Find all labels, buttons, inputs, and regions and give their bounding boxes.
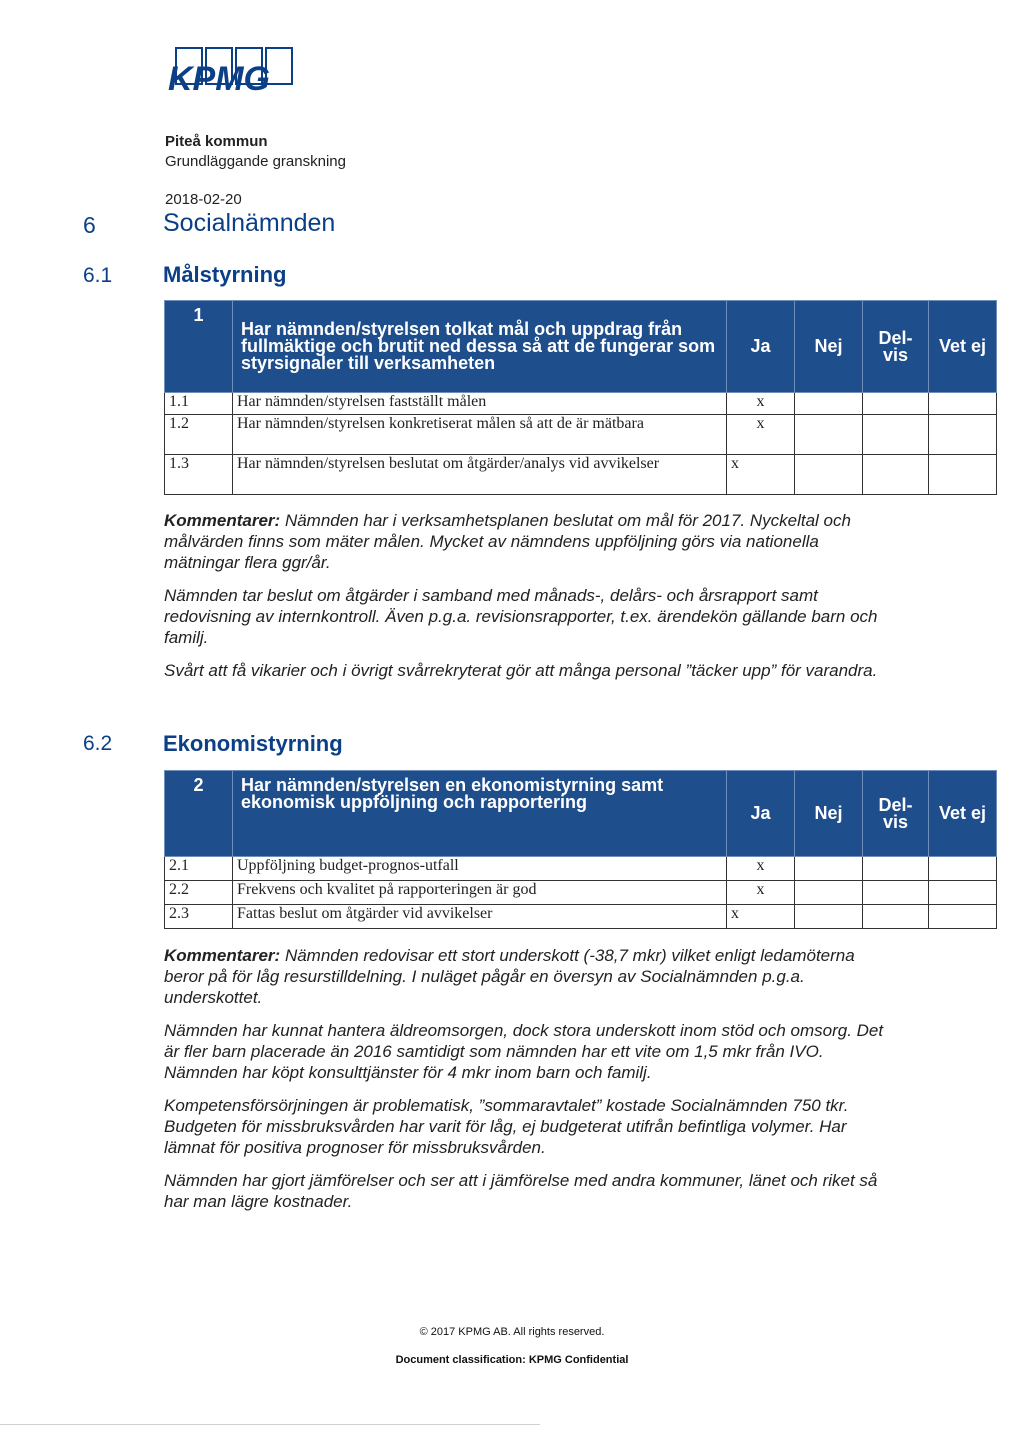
row-number: 1.3	[165, 455, 233, 495]
row-number: 2.2	[165, 881, 233, 905]
table-row	[165, 857, 997, 881]
answer-nej	[795, 905, 863, 929]
answer-delvis	[863, 393, 929, 415]
row-text: Fattas beslut om åtgärder vid avvikelser	[233, 905, 727, 929]
logo-text: KPMG	[168, 60, 270, 98]
answer-ja: x	[727, 455, 795, 495]
row-text: Uppföljning budget-prognos-utfall	[233, 857, 727, 881]
answer-nej	[795, 881, 863, 905]
table-header-row	[165, 771, 997, 857]
table-row	[165, 905, 997, 929]
column-ja: Ja	[727, 771, 795, 857]
question-number: 2	[165, 771, 233, 857]
question-number: 1	[165, 301, 233, 393]
column-vet-ej: Vet ej	[929, 771, 997, 857]
answer-delvis	[863, 881, 929, 905]
comment-paragraph: Kompetensförsörjningen är problematisk, ”sommaravtalet” kostade Socialnämnden 750 tkr. Budgeten för missbruksvården har varit för låg, ej budgeterat utifrån befintliga volymer. Har lämnat för positiva prognoser för missbruksvården.	[164, 1096, 849, 1157]
table-row	[165, 455, 997, 495]
chapter-title: Socialnämnden	[163, 209, 336, 237]
answer-ja: x	[727, 857, 795, 881]
table-header-row	[165, 301, 997, 393]
row-number: 1.1	[165, 393, 233, 415]
comment-text: Nämnden har i verksamhetsplanen beslutat om mål för 2017. Nyckeltal och målvärden finns som mäter målen. Mycket av nämndens uppföljning görs via nationella mätningar flera ggr/år.	[164, 511, 851, 572]
comment-paragraph: Nämnden har kunnat hantera äldreomsorgen, dock stora underskott inom stöd och omsorg. Det är fler barn placerade än 2016 samtidigt som nämnden har ett vite om 1,5 mkr från IVO. Nämnden har köpt konsulttjänster för 4 mkr inom barn och familj.	[164, 1021, 884, 1082]
comment-label: Kommentarer	[164, 511, 275, 530]
row-text: Frekvens och kvalitet på rapporteringen är god	[233, 881, 727, 905]
answer-vet-ej	[929, 881, 997, 905]
row-number: 2.1	[165, 857, 233, 881]
chapter-number: 6	[83, 212, 96, 238]
answer-nej	[795, 393, 863, 415]
evaluation-table	[164, 770, 997, 929]
answer-vet-ej	[929, 415, 997, 455]
answer-nej	[795, 415, 863, 455]
question-text: Har nämnden/styrelsen en ekonomistyrning samt ekonomisk uppföljning och rapportering	[233, 771, 727, 857]
page-edge-divider	[0, 1424, 540, 1425]
column-vet-ej: Vet ej	[929, 301, 997, 393]
kpmg-logo	[166, 46, 306, 106]
column-delvis: Del-vis	[863, 771, 929, 857]
section-title: Ekonomistyrning	[163, 731, 343, 756]
row-text: Har nämnden/styrelsen fastställt målen	[233, 393, 727, 415]
answer-delvis	[863, 415, 929, 455]
row-text: Har nämnden/styrelsen beslutat om åtgärder/analys vid avvikelser	[233, 455, 727, 495]
answer-delvis	[863, 905, 929, 929]
comment-paragraph: Svårt att få vikarier och i övrigt svårrekryterat gör att många personal ”täcker upp” för varandra.	[164, 661, 878, 680]
column-delvis: Del-vis	[863, 301, 929, 393]
answer-vet-ej	[929, 393, 997, 415]
column-nej: Nej	[795, 771, 863, 857]
answer-ja: x	[727, 393, 795, 415]
comment-paragraph: Kommentarer: Nämnden har i verksamhetsplanen beslutat om mål för 2017. Nyckeltal och målvärden finns som mäter målen. Mycket av nämndens uppföljning görs via nationella mätningar flera ggr/år.	[164, 511, 851, 572]
comment-paragraph: Nämnden tar beslut om åtgärder i samband med månads-, delårs- och årsrapport samt redovisning av internkontroll. Även p.g.a. revisionsrapporter, t.ex. ärendekön gällande barn och familj.	[164, 586, 878, 647]
evaluation-table	[164, 300, 997, 495]
comments-block	[164, 510, 894, 681]
table-row	[165, 881, 997, 905]
comments-block	[164, 945, 894, 1212]
section-number: 6.2	[83, 732, 113, 755]
comment-text: Nämnden redovisar ett stort underskott (-38,7 mkr) vilket enligt ledamöterna beror på för låg resurstilldelning. I nuläget pågår en översyn av Socialnämnden p.g.a. underskottet.	[164, 946, 855, 1007]
comment-paragraph: Nämnden har gjort jämförelser och ser att i jämförelse med andra kommuner, länet och riket så har man lägre kostnader.	[164, 1171, 878, 1211]
org-name: Piteå kommun	[165, 133, 268, 150]
answer-ja: x	[727, 881, 795, 905]
answer-vet-ej	[929, 905, 997, 929]
row-text: Har nämnden/styrelsen konkretiserat målen så att de är mätbara	[233, 415, 727, 455]
answer-nej	[795, 857, 863, 881]
answer-delvis	[863, 455, 929, 495]
table-row	[165, 393, 997, 415]
answer-vet-ej	[929, 455, 997, 495]
report-title: Grundläggande granskning	[165, 153, 346, 170]
column-ja: Ja	[727, 301, 795, 393]
report-date: 2018-02-20	[165, 191, 242, 208]
question-text: Har nämnden/styrelsen tolkat mål och uppdrag från fullmäktige och brutit ned dessa så att de fungerar som styrsignaler till verksamheten	[233, 301, 727, 393]
comment-paragraph: Kommentarer: Nämnden redovisar ett stort underskott (-38,7 mkr) vilket enligt ledamöterna beror på för låg resurstilldelning. I nuläget pågår en översyn av Socialnämnden p.g.a. underskottet.	[164, 946, 855, 1007]
answer-vet-ej	[929, 857, 997, 881]
answer-ja: x	[727, 905, 795, 929]
footer-classification: Document classification: KPMG Confidential	[395, 1354, 629, 1366]
answer-ja: x	[727, 415, 795, 455]
column-nej: Nej	[795, 301, 863, 393]
answer-nej	[795, 455, 863, 495]
section-number: 6.1	[83, 264, 113, 287]
footer-copyright: © 2017 KPMG AB. All rights reserved.	[419, 1326, 605, 1338]
answer-delvis	[863, 857, 929, 881]
row-number: 2.3	[165, 905, 233, 929]
row-number: 1.2	[165, 415, 233, 455]
comment-label: Kommentarer	[164, 946, 275, 965]
section-title: Målstyrning	[163, 262, 287, 287]
table-row	[165, 415, 997, 455]
